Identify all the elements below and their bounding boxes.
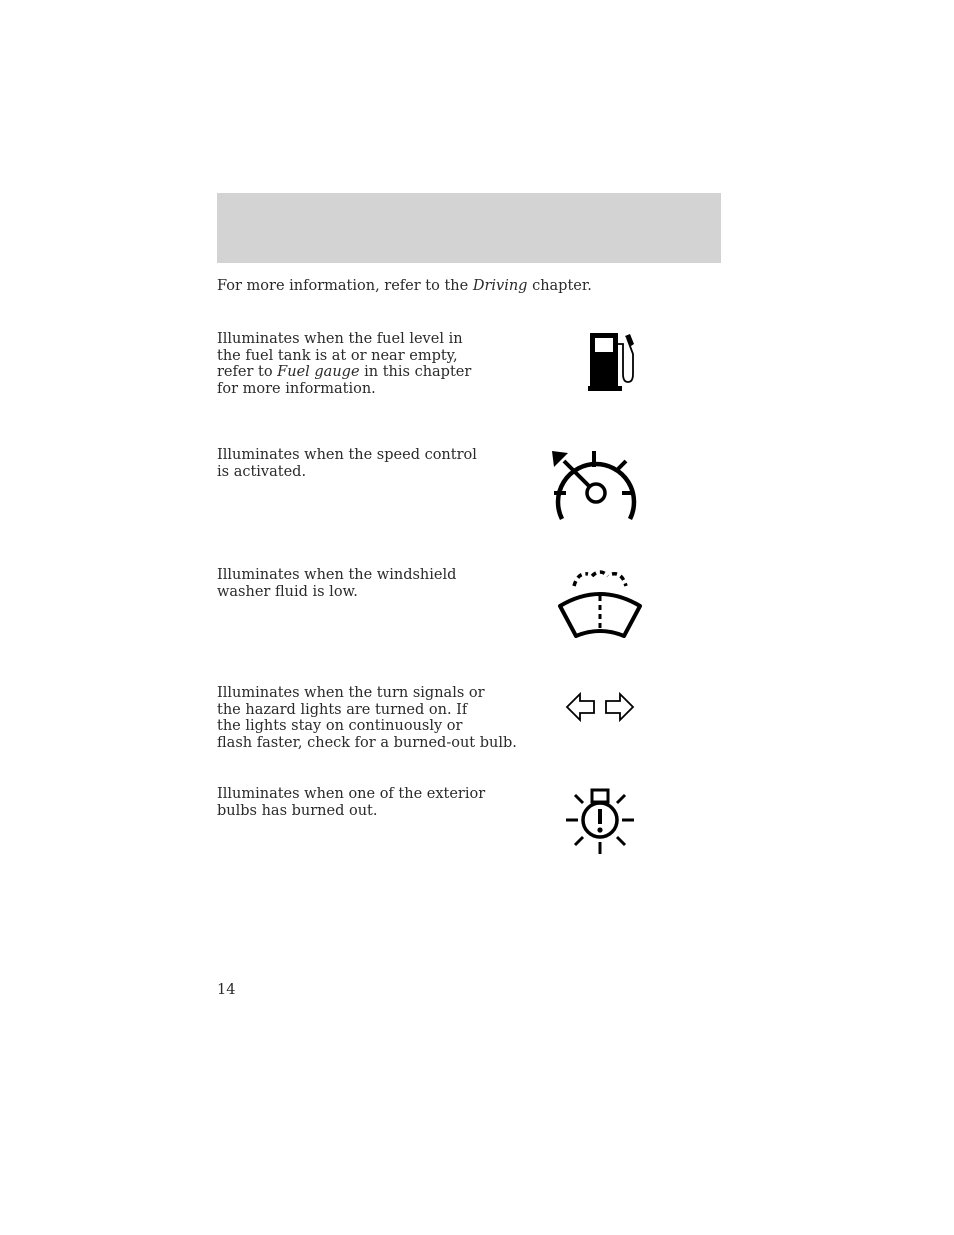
speed-control-description (217, 447, 477, 480)
low-fuel-line-3 (217, 364, 471, 381)
turn-signal-line-4: flash faster, check for a burned-out bulb. (217, 734, 517, 751)
intro-emphasis: Driving (472, 278, 528, 294)
turn-signal-description (217, 685, 517, 751)
bulb-outage-line-2: bulbs has burned out. (217, 802, 378, 819)
low-fuel-description (217, 331, 471, 397)
section-header-bar (217, 193, 721, 263)
bulb-outage-description (217, 786, 485, 819)
intro-text (217, 278, 592, 295)
low-fuel-line-4: for more information. (217, 380, 376, 397)
speed-control-line-1: Illuminates when the speed control (217, 447, 477, 463)
low-fuel-line-1: Illuminates when the fuel level in (217, 331, 463, 347)
low-fuel-line-2: the fuel tank is at or near empty, (217, 347, 458, 364)
speedometer-icon (548, 447, 640, 527)
speed-control-line-2: is activated. (217, 463, 307, 480)
exterior-bulb-outage-icon (564, 786, 638, 856)
intro-before: For more information, refer to the (217, 278, 473, 294)
bulb-outage-line-1: Illuminates when one of the exterior (217, 786, 486, 802)
washer-fluid-line-2: washer fluid is low. (217, 583, 358, 600)
turn-signal-line-1: Illuminates when the turn signals or (217, 685, 485, 701)
intro-after: chapter. (527, 278, 592, 294)
fuel-gauge-reference: Fuel gauge (277, 364, 360, 380)
turn-signal-line-2: the hazard lights are turned on. If (217, 701, 468, 718)
windshield-washer-icon (556, 568, 644, 642)
turn-signal-line-3: the lights stay on continuously or (217, 718, 463, 734)
fuel-pump-icon (585, 330, 641, 394)
low-fuel-line-3-after: in this chapter (359, 364, 472, 380)
low-fuel-line-3-before: refer to (217, 364, 278, 380)
page-number: 14 (217, 982, 236, 998)
washer-fluid-description (217, 567, 456, 600)
turn-signal-arrows-icon (564, 690, 636, 724)
washer-fluid-line-1: Illuminates when the windshield (217, 567, 457, 583)
